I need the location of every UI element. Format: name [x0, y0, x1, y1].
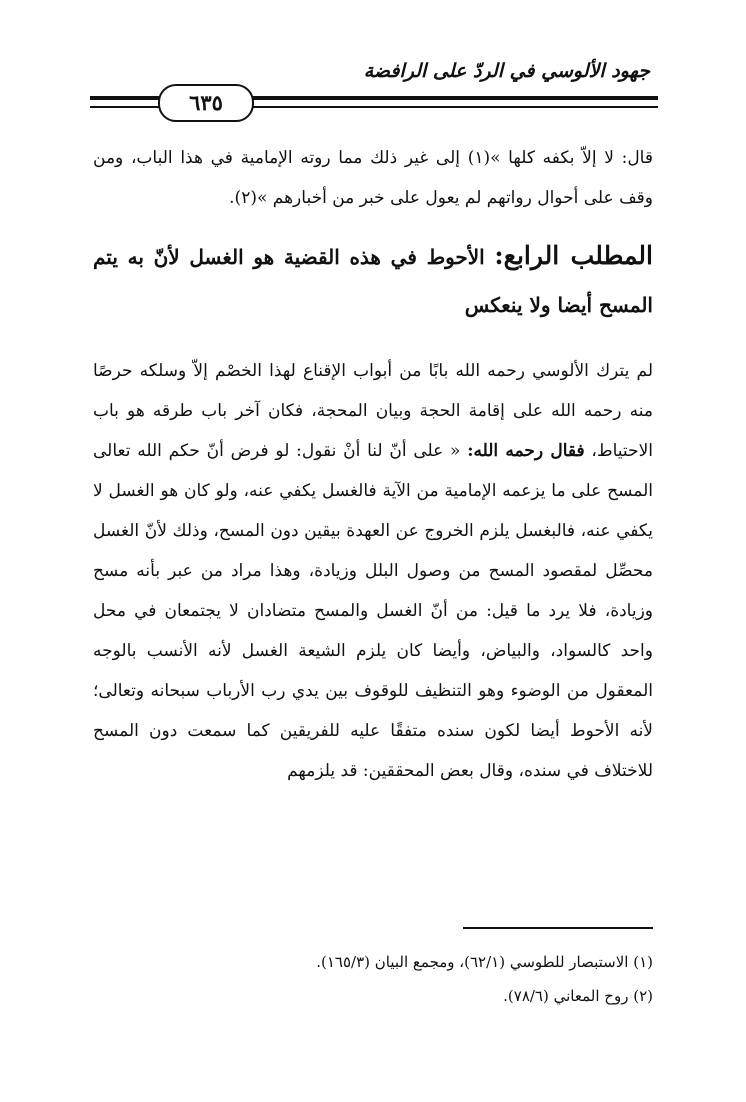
main-text-column: [93, 138, 653, 791]
intro-paragraph: قال: لا إلاّ بكفه كلها »(١) إلى غير ذلك مما روته الإمامية في هذا الباب، ومن وقف على أحوال رواتهم لم يعول على خبر من أخبارهم »(٢).: [93, 148, 653, 208]
body-text-part-1: لم يترك الألوسي رحمه الله بابًا من أبواب الإقناع لهذا الخصْم إلاّ وسلكه حرصًا منه رحمه الله على إقامة الحجة وبيان المحجة، فكان آخر باب طرقه هو باب الاحتياط،: [93, 361, 653, 461]
running-header-title: جهود الألوسي في الردّ على الرافضة: [363, 60, 650, 82]
footnote-1: (١) الاستبصار للطوسي (٦٢/١)، ومجمع البيان (١٦٥/٣).: [316, 953, 653, 971]
footnote-separator: [463, 927, 653, 929]
section-heading: [93, 232, 653, 329]
footnote-2: (٢) روح المعاني (٧٨/٦).: [503, 987, 653, 1005]
body-bold-phrase: فقال رحمه الله:: [467, 441, 585, 461]
page-number-badge: ٦٣٥: [158, 84, 254, 122]
section-heading-lead: المطلب الرابع:: [494, 241, 653, 270]
body-paragraph: [93, 351, 653, 791]
body-text-part-2: « على أنّ لنا أنْ نقول: لو فرض أنّ حكم الله تعالى المسح على ما يزعمه الإمامية من الآية فالغسل يكفي عنه، ولو كان هو الغسل لا يكفي عنه، فالبغسل يلزم الخروج عن العهدة بيقين دون المسح، وذلك لأنّ الغسل محصِّل لمقصود المسح من وصول البلل وزيادة، وهذا مراد من عبر بأنه مسح وزيادة، فلا يرد ما قيل: من أنّ الغسل والمسح متضادان لا يجتمعان في محل واحد كالسواد، والبياض، وأيضا كان يلزم الشيعة الغسل لأنه الأنسب بالوجه المعقول من الوضوء وهو التنظيف للوقوف بين يدي رب الأرباب سبحانه وتعالى؛ لأنه الأحوط أيضا لكون سنده متفقًا عليه للفريقين كما سمعت دون المسح للاختلاف في سنده، وقال بعض المحققين: قد يلزمهم: [93, 441, 653, 781]
footnotes-block: [93, 945, 653, 1013]
section-heading-rest: الأحوط في هذه القضية هو الغسل لأنّ به يتم المسح أيضا ولا ينعكس: [93, 245, 653, 317]
